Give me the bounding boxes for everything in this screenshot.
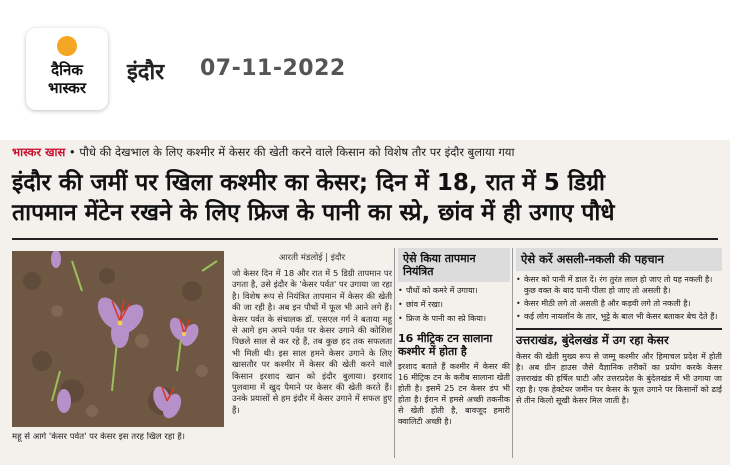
edition-date: 07-11-2022 [200, 56, 346, 81]
column-divider [512, 248, 513, 458]
list-item: • केसर मीठी लगे तो असली है और कड़वी लगे तो नकली है। [516, 298, 722, 309]
kashmir-production-title: 16 मीट्रिक टन सालाना कश्मीर में होता है [398, 332, 493, 358]
kicker-tag: भास्कर खास [12, 145, 66, 159]
identification-list [516, 274, 722, 322]
list-item: • कई लोग नायलॉन के तार, भुट्टे के बाल भी केसर बताकर बेच देते हैं। [516, 311, 722, 322]
photo-caption: महू से आगे 'केसर पर्वत' पर केसर इस तरह खिल रहा है। [12, 432, 186, 442]
header [0, 0, 730, 128]
other-states-title: उत्तराखंड, बुंदेलखंड में उग रहा केसर [516, 328, 722, 348]
list-item: • छांव में रखा। [398, 299, 510, 310]
identification-box [516, 248, 722, 458]
kicker-text: • पौधे की देखभाल के लिए कश्मीर में केसर की खेती करने वाले किसान को विशेष तौर पर इंदौर बुलाया गया [68, 145, 515, 159]
main-body-column [232, 252, 392, 458]
headline [12, 168, 724, 228]
list-item: • फ्रिज के पानी का स्प्रे किया। [398, 313, 510, 324]
temperature-box-title: ऐसे किया तापमान नियंत्रित [398, 248, 510, 282]
headline-rule [12, 238, 718, 240]
logo-line-2: भास्कर [48, 79, 86, 97]
headline-line-2: तापमान मेंटेन रखने के लिए फ्रिज के पानी का स्प्रे, छांव में ही उगाए पौधे [12, 200, 615, 226]
dainik-bhaskar-logo [26, 28, 108, 110]
byline: आरती मंडलोई | इंदौर [278, 253, 346, 263]
kicker [12, 144, 722, 160]
temperature-list [398, 285, 510, 324]
identification-box-title: ऐसे करें असली-नकली की पहचान [516, 248, 722, 271]
other-states-text: केसर की खेती मुख्य रूप से जम्मू कश्मीर और हिमाचल प्रदेश में होती है। अब ग्रीन हाउस जैसे वैज्ञानिक तरीकों का प्रयोग करके केसर उत्तराखंड की हर्षिल घाटी और उत्तरप्रदेश के बुंदेलखंड में भी उगाया जा रहा है। एक हेक्टेयर जमीन पर केसर के फूल उगाने पर किसानों को ढाई से तीन किलो सूखी केसर मिल जाती है। [516, 352, 722, 405]
kashmir-production-text: इरशाद बताते हैं कश्मीर में केसर की 16 मीट्रिक टन के करीब सालाना खेती होती है। इसमें 25 टन केसर डंप भी होता है। ईरान में हमसे अच्छी तकनीक से खेती होती है, बावजूद हमारी क्वालिटी अच्छी है। [398, 362, 510, 426]
edition-city: इंदौर [127, 60, 165, 85]
saffron-flowers-photo [12, 251, 224, 427]
logo-line-1: दैनिक [51, 61, 83, 79]
column-divider [394, 248, 395, 458]
news-article [0, 140, 730, 465]
list-item: • पौधों को कमरे में उगाया। [398, 285, 510, 296]
headline-line-1: इंदौर की जमीं पर खिला कश्मीर का केसर; दिन में 18, रात में 5 डिग्री [12, 170, 606, 196]
main-body-text: जो केसर दिन में 18 और रात में 5 डिग्री तापमान पर उगता है, उसे इंदौर के 'केसर पर्वत' पर उगाया जा रहा है। विशेष रूप से नियंत्रित तापमान में केसर की खेती की जा रही है। अब इन पौधों में फूल भी आने लगे हैं। केसर पर्वत के संचालक डॉ. एसएल गर्ग ने बताया महू से आगे हम अपने पर्वत पर केसर उगाने की कोशिश पिछले साल से कर रहे हैं, तब कुछ हद तक सफलता भी मिली थी। इस साल हमने केसर उगाने के लिए खासतौर पर कश्मीर में केसर की खेती करने वाले किसान इरशाद खान को इंदौर बुलाया। इरशाद पुलवामा में खुद पैमाने पर केसर की खेती करते हैं। उनके प्रयासों से हम इंदौर में केसर उगाने में सफल हुए हैं। [232, 268, 392, 415]
sun-icon [57, 36, 77, 56]
list-item: • केसर को पानी में डाल दें। रंग तुरंत लाल हो जाए तो यह नकली है। कुछ वक्त के बाद पानी पीला हो जाए तो असली है। [516, 274, 722, 296]
temperature-box [398, 248, 510, 458]
saffron-photo-illustration [12, 251, 224, 427]
